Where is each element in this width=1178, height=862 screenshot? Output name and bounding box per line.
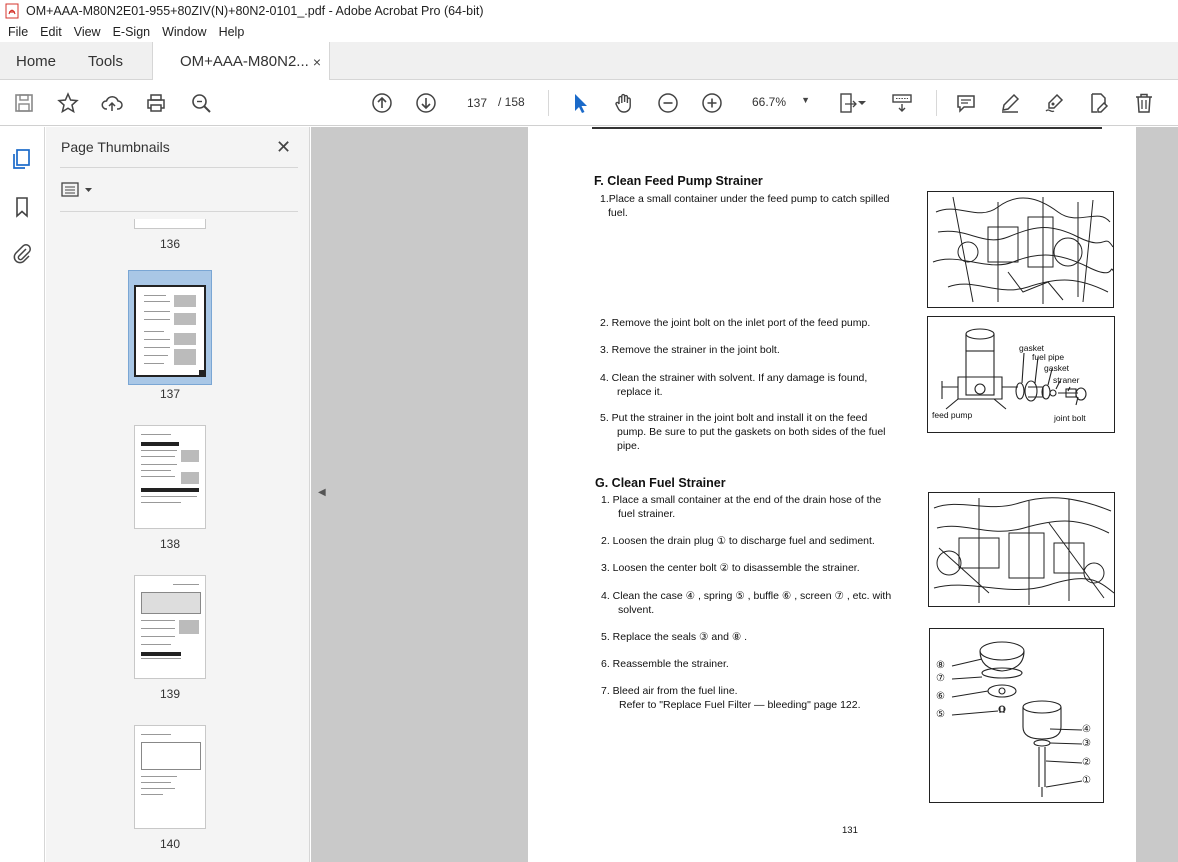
f-step2: 2. Remove the joint bolt on the inlet port of the feed pump. bbox=[600, 317, 871, 329]
callout-4: ④ bbox=[1082, 724, 1091, 735]
g-step3: 3. Loosen the center bolt ② to disassemble the strainer. bbox=[601, 562, 860, 574]
thumbnail-page-140[interactable] bbox=[134, 725, 206, 829]
tab-home[interactable]: Home bbox=[16, 52, 57, 70]
label-strainer: straner bbox=[1053, 375, 1080, 385]
thumbnail-label: 136 bbox=[159, 237, 181, 251]
label-fuel-pipe: fuel pipe bbox=[1032, 352, 1065, 362]
label-joint-bolt: joint bolt bbox=[1054, 413, 1086, 423]
page-thumbnails-panel bbox=[46, 127, 310, 862]
f-step5-line2: pump. Be sure to put the gaskets on both sides of the fuel bbox=[617, 426, 886, 438]
panel-divider bbox=[60, 167, 298, 168]
f-step5-line1: 5. Put the strainer in the joint bolt and install it on the feed bbox=[600, 412, 868, 424]
next-page-icon[interactable] bbox=[414, 91, 438, 115]
page-number-input[interactable]: 137 bbox=[458, 91, 496, 113]
g-step7-line2: Refer to "Replace Fuel Filter — bleeding" page 122. bbox=[619, 699, 861, 711]
zoom-value: 66.7% bbox=[752, 95, 787, 109]
delete-trash-icon[interactable] bbox=[1132, 91, 1156, 115]
thumbnail-page-136[interactable] bbox=[134, 219, 206, 229]
f-step4-line2: replace it. bbox=[617, 386, 663, 398]
thumbnail-label: 139 bbox=[159, 687, 181, 701]
thumbnail-label: 138 bbox=[159, 537, 181, 551]
bookmark-star-icon[interactable] bbox=[56, 91, 80, 115]
list-options-icon bbox=[60, 181, 96, 199]
menu-file[interactable]: File bbox=[8, 25, 29, 39]
zoom-out-icon[interactable] bbox=[656, 91, 680, 115]
acrobat-icon bbox=[4, 3, 20, 19]
menu-esign[interactable]: E-Sign bbox=[112, 25, 151, 39]
chevron-down-icon: ▼ bbox=[801, 95, 810, 105]
toolbar bbox=[0, 80, 1178, 126]
page-thumbnails-icon[interactable] bbox=[10, 147, 34, 171]
tab-document[interactable] bbox=[152, 42, 330, 81]
thumbnail-page-137[interactable] bbox=[134, 285, 206, 377]
thumbnail-page-138[interactable] bbox=[134, 425, 206, 529]
edit-pdf-icon[interactable] bbox=[1086, 91, 1110, 115]
toolbar-divider bbox=[936, 90, 937, 116]
g-step4-line1: 4. Clean the case ④ , spring ⑤ , buffle ⑥ , screen ⑦ , etc. with bbox=[601, 590, 892, 602]
callout-7: ⑦ bbox=[936, 673, 945, 684]
g-step5: 5. Replace the seals ③ and ⑧ . bbox=[601, 631, 748, 643]
callout-5: ⑤ bbox=[936, 709, 945, 720]
fuel-strainer-engine-figure bbox=[928, 492, 1115, 607]
callout-3: ③ bbox=[1082, 738, 1091, 749]
tab-bar bbox=[0, 42, 1178, 80]
sign-pen-icon[interactable] bbox=[1042, 91, 1066, 115]
scroll-mode-icon[interactable] bbox=[890, 91, 914, 115]
callout-2: ② bbox=[1082, 757, 1091, 768]
g-step7-line1: 7. Bleed air from the fuel line. bbox=[601, 685, 738, 697]
callout-1: ① bbox=[1082, 775, 1091, 786]
close-tab-icon[interactable]: × bbox=[312, 53, 321, 70]
g-step1-line1: 1. Place a small container at the end of the drain hose of the bbox=[601, 494, 882, 506]
menu-window[interactable]: Window bbox=[162, 25, 207, 39]
page-fit-dropdown-icon[interactable] bbox=[856, 91, 868, 115]
menu-help[interactable]: Help bbox=[218, 25, 245, 39]
upload-cloud-icon[interactable] bbox=[100, 91, 124, 115]
panel-title: Page Thumbnails bbox=[61, 139, 170, 155]
section-g-heading: G. Clean Fuel Strainer bbox=[595, 476, 726, 490]
zoom-select[interactable] bbox=[742, 91, 816, 113]
panel-divider bbox=[60, 211, 298, 212]
title-bar bbox=[0, 0, 1178, 22]
feed-pump-parts-figure bbox=[927, 316, 1115, 433]
attachments-paperclip-icon[interactable] bbox=[10, 241, 34, 265]
menu-view[interactable]: View bbox=[73, 25, 101, 39]
page-total: / 158 bbox=[498, 95, 525, 109]
select-cursor-icon[interactable] bbox=[568, 91, 592, 115]
highlight-pen-icon[interactable] bbox=[998, 91, 1022, 115]
zoom-in-icon[interactable] bbox=[700, 91, 724, 115]
f-step5-line3: pipe. bbox=[617, 440, 640, 452]
section-f-heading: F. Clean Feed Pump Strainer bbox=[594, 174, 763, 188]
thumbnail-label: 140 bbox=[159, 837, 181, 851]
collapse-panel-icon[interactable]: ◀ bbox=[318, 487, 326, 498]
f-step4-line1: 4. Clean the strainer with solvent. If any damage is found, bbox=[600, 372, 868, 384]
window-title: OM+AAA-M80N2E01-955+80ZIV(N)+80N2-0101_.pdf - Adobe Acrobat Pro (64-bit) bbox=[26, 4, 484, 18]
g-step1-line2: fuel strainer. bbox=[618, 508, 676, 520]
tab-tools[interactable]: Tools bbox=[88, 52, 124, 70]
f-step1-line2: fuel. bbox=[608, 207, 628, 219]
tab-document-label: OM+AAA-M80N2... bbox=[180, 53, 309, 70]
page-number: 131 bbox=[842, 825, 858, 836]
thumbnail-options-button[interactable] bbox=[60, 179, 96, 201]
callout-8: ⑧ bbox=[936, 660, 945, 671]
menu-bar bbox=[0, 22, 1178, 42]
save-icon[interactable] bbox=[12, 91, 36, 115]
fuel-strainer-exploded-figure bbox=[929, 628, 1104, 803]
menu-edit[interactable]: Edit bbox=[40, 25, 62, 39]
thumbnail-label: 137 bbox=[159, 387, 181, 401]
label-gasket: gasket bbox=[1019, 343, 1045, 353]
g-step4-line2: solvent. bbox=[618, 604, 655, 616]
f-step3: 3. Remove the strainer in the joint bolt. bbox=[600, 344, 780, 356]
left-rail bbox=[0, 127, 45, 862]
hand-tool-icon[interactable] bbox=[612, 91, 636, 115]
callout-6: ⑥ bbox=[936, 691, 945, 702]
viewer-scrollbar[interactable] bbox=[1165, 127, 1178, 862]
print-icon[interactable] bbox=[144, 91, 168, 115]
toolbar-divider bbox=[548, 90, 549, 116]
feed-pump-engine-figure bbox=[927, 191, 1114, 308]
f-step1-line1: 1.Place a small container under the feed pump to catch spilled bbox=[600, 193, 890, 205]
close-panel-icon[interactable]: ✕ bbox=[276, 137, 292, 157]
thumbnail-page-139[interactable] bbox=[134, 575, 206, 679]
g-step6: 6. Reassemble the strainer. bbox=[601, 658, 729, 670]
bookmarks-icon[interactable] bbox=[10, 195, 34, 219]
g-step2: 2. Loosen the drain plug ① to discharge fuel and sediment. bbox=[601, 535, 875, 547]
previous-page-icon[interactable] bbox=[370, 91, 394, 115]
label-gasket-2: gasket bbox=[1044, 363, 1070, 373]
pdf-page bbox=[528, 127, 1136, 862]
label-feed-pump: feed pump bbox=[932, 410, 973, 420]
search-zoom-icon[interactable] bbox=[189, 91, 213, 115]
comment-icon[interactable] bbox=[954, 91, 978, 115]
page-top-rule bbox=[592, 127, 1102, 129]
